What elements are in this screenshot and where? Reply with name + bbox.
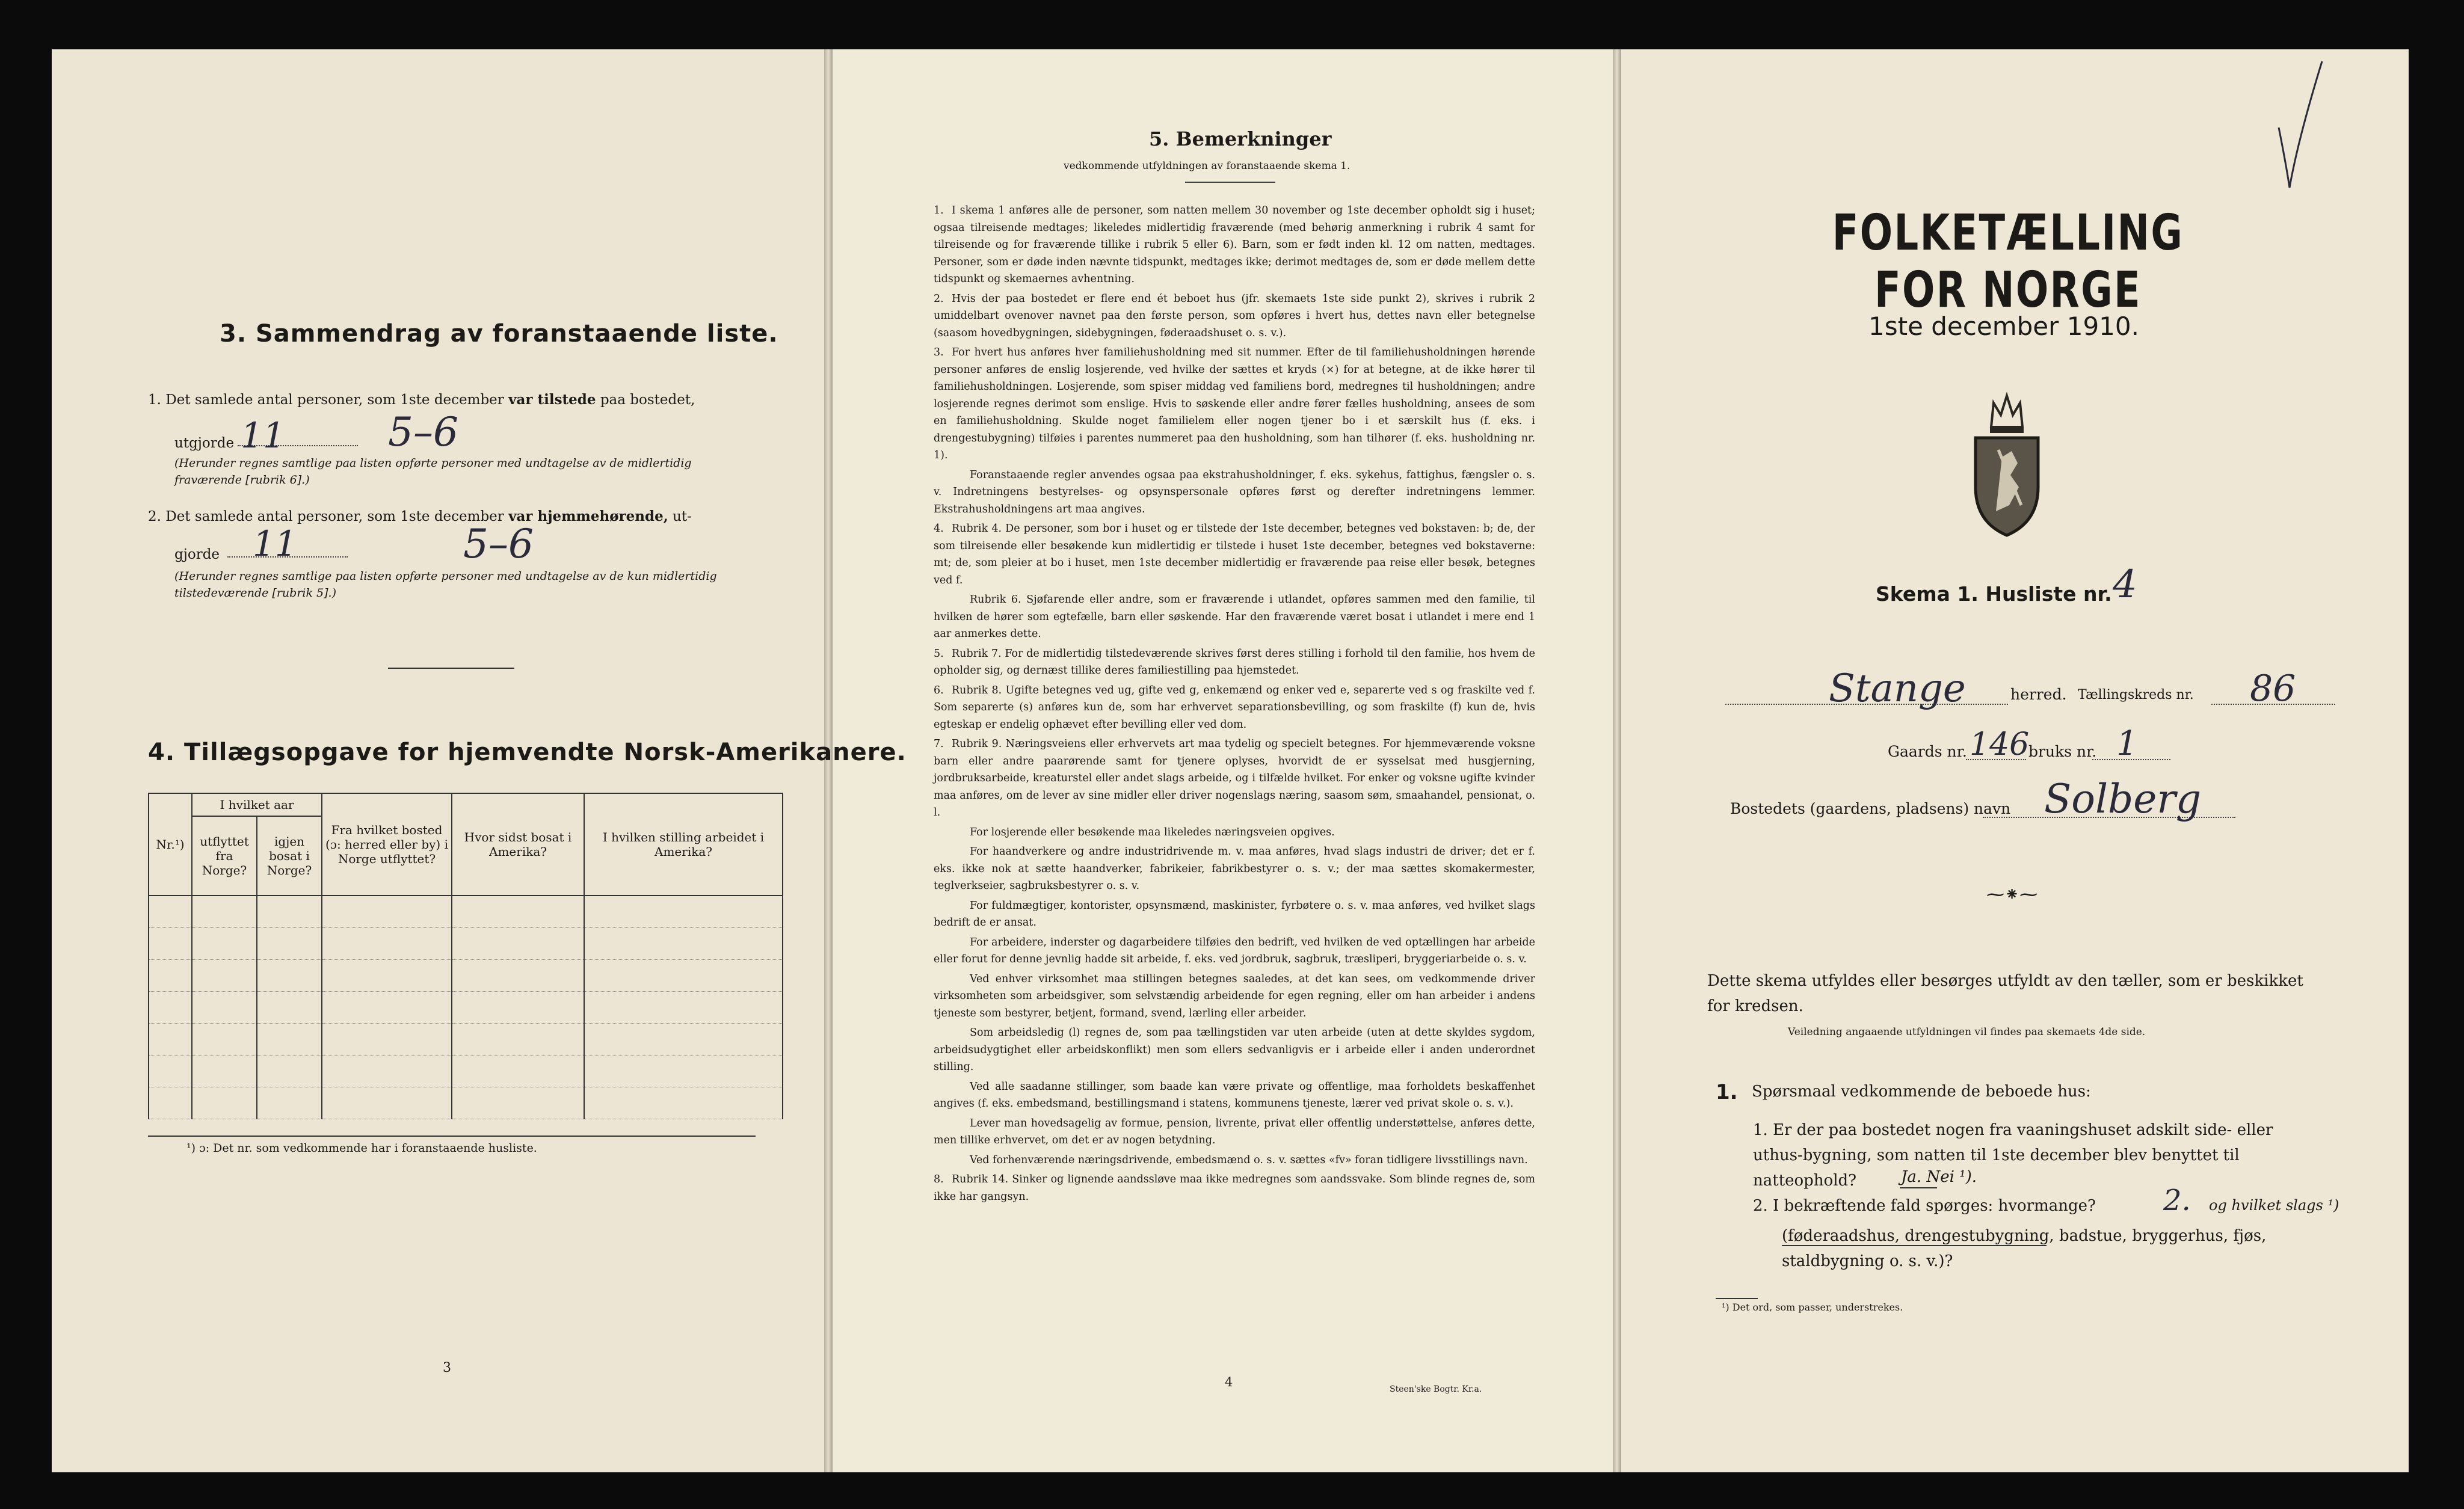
q12-underline [1782, 1245, 2047, 1246]
remark-item [934, 467, 1535, 518]
s3-item1: 1. Det samlede antal personer, som 1ste december var tilstede paa bostedet, [148, 392, 695, 408]
question-1-2b: og hvilket slags ¹) [2209, 1197, 2339, 1214]
question-1-2a: 2. I bekræftende fald spørges: hvormange? [1753, 1197, 2096, 1215]
gaards-hand: 146 [1970, 727, 2030, 763]
s3-item2-hand-range: 5–6 [463, 521, 534, 567]
remark-text: Hvis der paa bostedet er flere end ét beboet hus (jfr. skemaets 1ste side punkt 2), skrives i rubrik 2 umiddelbart ovenover navnet paa den første person, som opføres i hvert hus, dettes navn eller betegnelse (saasom hovedbygningen, sidebygningen, føderaadshuset o. s. v.). [934, 292, 1535, 339]
remark-item [934, 645, 1535, 680]
herred-hand: Stange [1829, 666, 1966, 711]
table-row [149, 992, 783, 1024]
remark-item [934, 843, 1535, 895]
remark-text: Foranstaaende regler anvendes ogsaa paa ekstrahusholdninger, f. eks. sykehus, fattighus, fængsler o. s. v. Indretningens bestyrelses- og opsynspersonale opføres først og derefter indretningens lemmer. Ekstrahusholdningens art maa angives. [934, 469, 1535, 515]
s3-item1-prefix: utgjorde [174, 435, 235, 451]
page-number-4: 4 [1225, 1375, 1233, 1389]
section3-title: 3. Sammendrag av foranstaaende liste. [220, 320, 778, 348]
col-igjen: igjen bosat i Norge? [257, 816, 322, 896]
printer-mark: Steen'ske Bogtr. Kr.a. [1390, 1385, 1482, 1394]
remark-item [934, 736, 1535, 822]
pen-stroke-icon [2274, 55, 2328, 194]
footnote-rule [1716, 1298, 1758, 1299]
skema-label: Skema 1. Husliste nr. [1876, 582, 2112, 606]
page-fold-right [1613, 49, 1621, 1472]
remark-number: 4. [934, 523, 944, 535]
col-hvor: Hvor sidst bosat i Amerika? [452, 793, 584, 896]
bruks-label: bruks nr. [2028, 743, 2097, 760]
census-title: FOLKETÆLLING FOR NORGE [1832, 204, 2184, 319]
section4-title: 4. Tillægsopgave for hjemvendte Norsk-Amerikanere. [148, 739, 907, 766]
table-footnote: ¹) ɔ: Det nr. som vedkommende har i foranstaaende husliste. [186, 1142, 537, 1155]
col-stilling: I hvilken stilling arbeidet i Amerika? [584, 793, 783, 896]
s3-item2-hand-count: 11 [253, 523, 297, 564]
remark-item [934, 591, 1535, 643]
remark-number: 1. [934, 204, 944, 217]
remark-text: For fuldmægtiger, kontorister, opsynsmænd, maskinister, fyrbøtere o. s. v. maa anføres, ved hvilket slags bedrift de er ansat. [934, 899, 1535, 929]
question-1-2-hand: 2. [2163, 1184, 2191, 1217]
separator-rule [388, 668, 514, 669]
bemerkninger-list [934, 202, 1535, 1208]
remark-text: For hvert hus anføres hver familiehusholdning med sit nummer. Efter de til familiehusholdningen hørende personer anføres de enslig losjerende, ved hvilke der sættes et kryds (×) for at betegne, at de ikke hører til familiehusholdningen. Losjerende, som spiser middag ved familiens bord, medregnes til husholdningen; andre losjerende regnes derimot som enslige. Hvis to søskende eller andre fører fælles husholdning, ansees de som en familiehusholdning. Skulde noget familielem eller nogen tjener bo i et særskilt hus (f. eks. i drengestubygning) tilføies i parentes nummeret paa den husholdning, som han tilhører (f. eks. husholdning nr. 1). [934, 346, 1535, 461]
remark-item [934, 1024, 1535, 1076]
remark-item [934, 1078, 1535, 1113]
remark-text: Ved enhver virksomhet maa stillingen betegnes saaledes, at det kan sees, om vedkommende driver virksomheten som arbeidsgiver, som selvstændig arbeidende for egen regning, eller om han arbeider i andens tjeneste som bestyrer, betjent, formand, svend, lærling eller arbeider. [934, 973, 1535, 1019]
remark-item [934, 1152, 1535, 1169]
col-utflyttet: utflyttet fra Norge? [192, 816, 257, 896]
s3-item2-prefix: gjorde [174, 547, 220, 562]
remark-number: 2. [934, 292, 944, 305]
gaards-label: Gaards nr. [1888, 743, 1967, 760]
remark-text: Rubrik 14. Sinker og lignende aandssløve maa ikke medregnes som aandssvake. Som blinde regnes de, som ikke har gangsyn. [934, 1173, 1535, 1203]
remark-text: Lever man hovedsagelig av formue, pension, livrente, privat eller offentlig understøttelse, anføres dette, men tillike erhvervet, om det er av nogen betydning. [934, 1117, 1535, 1146]
remark-number: 5. [934, 647, 944, 660]
bruks-hand: 1 [2116, 724, 2138, 763]
table-row [149, 1087, 783, 1119]
col-fra: Fra hvilket bosted (ɔ: herred eller by) i Norge utflyttet? [322, 793, 452, 896]
remark-number: 8. [934, 1173, 944, 1185]
s3-item2-note: (Herunder regnes samtlige paa listen opførte personer med undtagelse av de kun midlertidig tilstedeværende [rubrik 5].) [174, 570, 717, 600]
page-number-3: 3 [443, 1360, 451, 1375]
question-heading: Spørsmaal vedkommende de beboede hus: [1752, 1083, 2091, 1101]
herred-label: herred. [2010, 686, 2067, 703]
remark-text: Som arbeidsledig (l) regnes de, som paa tællingstiden var uten arbeide (uten at dette skyldes sygdom, arbeidsudygtighet eller arbeidskonflikt) men som ellers sedvanligvis er i arbeide eller i anden underordnet stilling. [934, 1027, 1535, 1073]
remark-item [934, 897, 1535, 932]
s3-item1-hand-range: 5–6 [388, 409, 458, 455]
instruction-text: Dette skema utfyldes eller besørges utfyldt av den tæller, som er beskikket for kredsen. [1707, 972, 2303, 1015]
kreds-label: Tællingskreds nr. [2078, 687, 2194, 702]
s3-item2: 2. Det samlede antal personer, som 1ste december var hjemmehørende, ut- [148, 508, 692, 524]
s3-item1-hand-count: 11 [241, 415, 285, 456]
col-group-year: I hvilket aar [192, 793, 322, 816]
answer-underline [1900, 1187, 1937, 1188]
col-nr: Nr.¹) [149, 793, 192, 896]
remark-text: For haandverkere og andre industridrivende m. v. maa anføres, hvad slags industri de driver; det er f. eks. ikke nok at sætte haandverker, fabrikeier, fabrikbestyrer o. s. v.; der maa sættes skomakermester, teglverkseier, sagbruksbestyrer o. s. v. [934, 846, 1535, 892]
table-row [149, 1024, 783, 1056]
question-1-2c: (føderaadshus, drengestubygning, badstue, bryggerhus, fjøs, staldbygning o. s. v.)? [1782, 1227, 2267, 1270]
remark-item [934, 344, 1535, 464]
remark-text: Ved forhenværende næringsdrivende, embedsmænd o. s. v. sættes «fv» foran tidligere livsstillings navn. [970, 1154, 1528, 1166]
remark-text: Rubrik 9. Næringsveiens eller erhvervets art maa tydelig og specielt betegnes. For hjemmeværende voksne barn eller andre paarørende samt for tjenere oplyses, hvorvidt de er sysselsat med husgjerning, jordbruksarbeide, kreaturstel eller andet slags arbeide, og i tilfælde hvilket. For enker og voksne ugifte kvinder maa anføres, om de lever av sine midler eller driver nogenslags næring, saasom søm, smaahandel, pensionat, o. l. [934, 738, 1535, 819]
ornament-icon: ⁓⁕⁓ [1986, 884, 2038, 905]
question-1-1-answer: Ja. Nei ¹). [1901, 1168, 1977, 1186]
table-row [149, 928, 783, 960]
remark-text: Rubrik 4. De personer, som bor i huset og er tilstede der 1ste december, betegnes ved bokstaven: b; de, der som tilreisende eller besøkende kun midlertidig er tilstede i huset 1ste december, betegnes ved bokstaverne: mt; de, som pleier at bo i huset, men 1ste december midlertidig er fraværende paa reise eller besøk, betegnes ved f. [934, 523, 1535, 586]
table-row [149, 1056, 783, 1087]
bemerkninger-subtitle: vedkommende utfyldningen av foranstaaende skema 1. [1064, 160, 1351, 172]
remark-item [934, 1171, 1535, 1205]
remark-text: Rubrik 6. Sjøfarende eller andre, som er fraværende i utlandet, opføres sammen med den familie, til hvilken de hører som egtefælle, barn eller søskende. Har den fraværende været bosat i utlandet i mere end 1 aar anmerkes dette. [934, 594, 1535, 640]
remark-item [934, 202, 1535, 288]
remark-item [934, 824, 1535, 841]
question-number: 1. [1716, 1080, 1738, 1104]
norway-coat-of-arms-icon [1967, 385, 2047, 541]
remark-text: Rubrik 8. Ugifte betegnes ved ug, gifte ved g, enkemænd og enker ved e, separerte ved s og fraskilte ved f. Som separerte (s) anføres kun de, som har erhvervet separationsbevilling, og som fraskilte (f) kun de, hvis egteskap er endelig ophævet efter bevilling eller ved dom. [934, 684, 1535, 731]
table-bottom-rule [148, 1136, 756, 1137]
remark-item [934, 971, 1535, 1022]
remark-item [934, 682, 1535, 734]
bosted-hand: Solberg [2044, 776, 2202, 822]
remark-item [934, 520, 1535, 589]
remark-text: Rubrik 7. For de midlertidig tilstedeværende skrives først deres stilling i forhold til den familie, hos hvem de opholder sig, og dernæst tillike deres familiestilling paa hjemstedet. [934, 647, 1535, 677]
remark-item [934, 934, 1535, 968]
remark-text: Ved alle saadanne stillinger, som baade kan være private og offentlige, maa forholdets beskaffenhet angives (f. eks. embedsmand, bestillingsmand i statens, kommunens tjeneste, lærer ved privat skole o. s. v.). [934, 1080, 1535, 1110]
remark-number: 7. [934, 738, 944, 750]
instruction-note: Veiledning angaaende utfyldningen vil findes paa skemaets 4de side. [1788, 1026, 2146, 1038]
census-date: 1ste december 1910. [1868, 312, 2139, 341]
remark-text: For losjerende eller besøkende maa likeledes næringsveien opgives. [970, 826, 1335, 838]
bosted-label: Bostedets (gaardens, pladsens) navn [1730, 800, 2011, 817]
remark-text: I skema 1 anføres alle de personer, som natten mellem 30 november og 1ste december opholdt sig i huset; ogsaa tilreisende medtages; likeledes midlertidig fraværende (med behørig anmerkning i rubrik 4 samt for tilreisende og for fraværende tillike i rubrik 5 eller 6). Barn, som er født inden kl. 12 om natten, medtages. Personer, som er døde inden nævnte tidspunkt, medtages ikke; derimot medtages de, som er døde mellem dette tidspunkt og skemaernes avhentning. [934, 204, 1535, 285]
husliste-number-hand: 4 [2113, 562, 2137, 607]
remark-number: 6. [934, 684, 944, 696]
remark-number: 3. [934, 346, 944, 358]
question-1-1: 1. Er der paa bostedet nogen fra vaaningshuset adskilt side- eller uthus-bygning, som natten til 1ste december blev benyttet til natteophold? [1753, 1121, 2273, 1190]
remark-item [934, 1115, 1535, 1149]
subtitle-rule [1185, 182, 1275, 183]
table-row [149, 960, 783, 992]
s3-item1-note: (Herunder regnes samtlige paa listen opførte personer med undtagelse av de midlertidig fraværende [rubrik 6].) [174, 456, 692, 487]
kreds-hand: 86 [2250, 668, 2296, 710]
bemerkninger-title: 5. Bemerkninger [1149, 128, 1332, 150]
norsk-amerikanere-table [148, 793, 783, 1119]
footnote: ¹) Det ord, som passer, understrekes. [1722, 1302, 1903, 1313]
table-row [149, 896, 783, 928]
remark-item [934, 290, 1535, 342]
remark-text: For arbeidere, inderster og dagarbeidere tilføies den bedrift, ved hvilken de ved optællingen har arbeide eller forut for denne jevnlig hadde sit arbeide, f. eks. ved jordbruk, sagbruk, træsliperi, bryggeriarbeide o. s. v. [934, 936, 1535, 965]
